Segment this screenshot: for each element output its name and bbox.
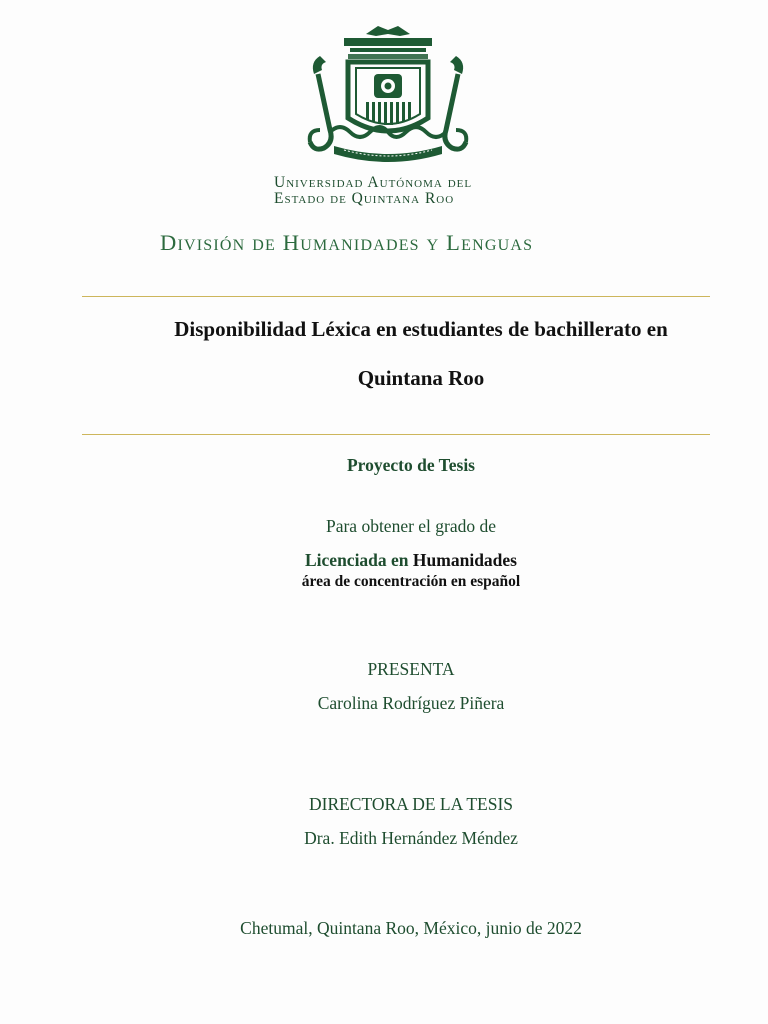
director-name: Dra. Edith Hernández Méndez [304, 828, 518, 848]
top-divider-line [82, 296, 710, 297]
author-name: Carolina Rodríguez Piñera [317, 693, 505, 713]
presents-label: PRESENTA [367, 659, 455, 679]
degree-name [27, 550, 768, 571]
degree-part1: Licenciada en [305, 550, 409, 570]
university-name-line2: Estado de Quintana Roo [274, 190, 455, 207]
degree-part2: Humanidades [412, 550, 517, 570]
director-label: DIRECTORA DE LA TESIS [308, 794, 514, 814]
place-and-date: Chetumal, Quintana Roo, México, junio de 2022 [240, 918, 582, 938]
document-type: Proyecto de Tesis [346, 455, 475, 475]
division-name: División de Humanidades y Lenguas [160, 230, 534, 255]
university-name-line1: Universidad Autónoma del [274, 174, 473, 191]
degree-purpose: Para obtener el grado de [325, 516, 497, 536]
thesis-title-line2: Quintana Roo [357, 366, 485, 390]
university-emblem-logo [300, 22, 476, 168]
degree-area: área de concentración en español [301, 573, 521, 590]
bottom-divider-line [82, 434, 710, 435]
thesis-title-line1: Disponibilidad Léxica en estudiantes de bachillerato en [174, 317, 668, 341]
